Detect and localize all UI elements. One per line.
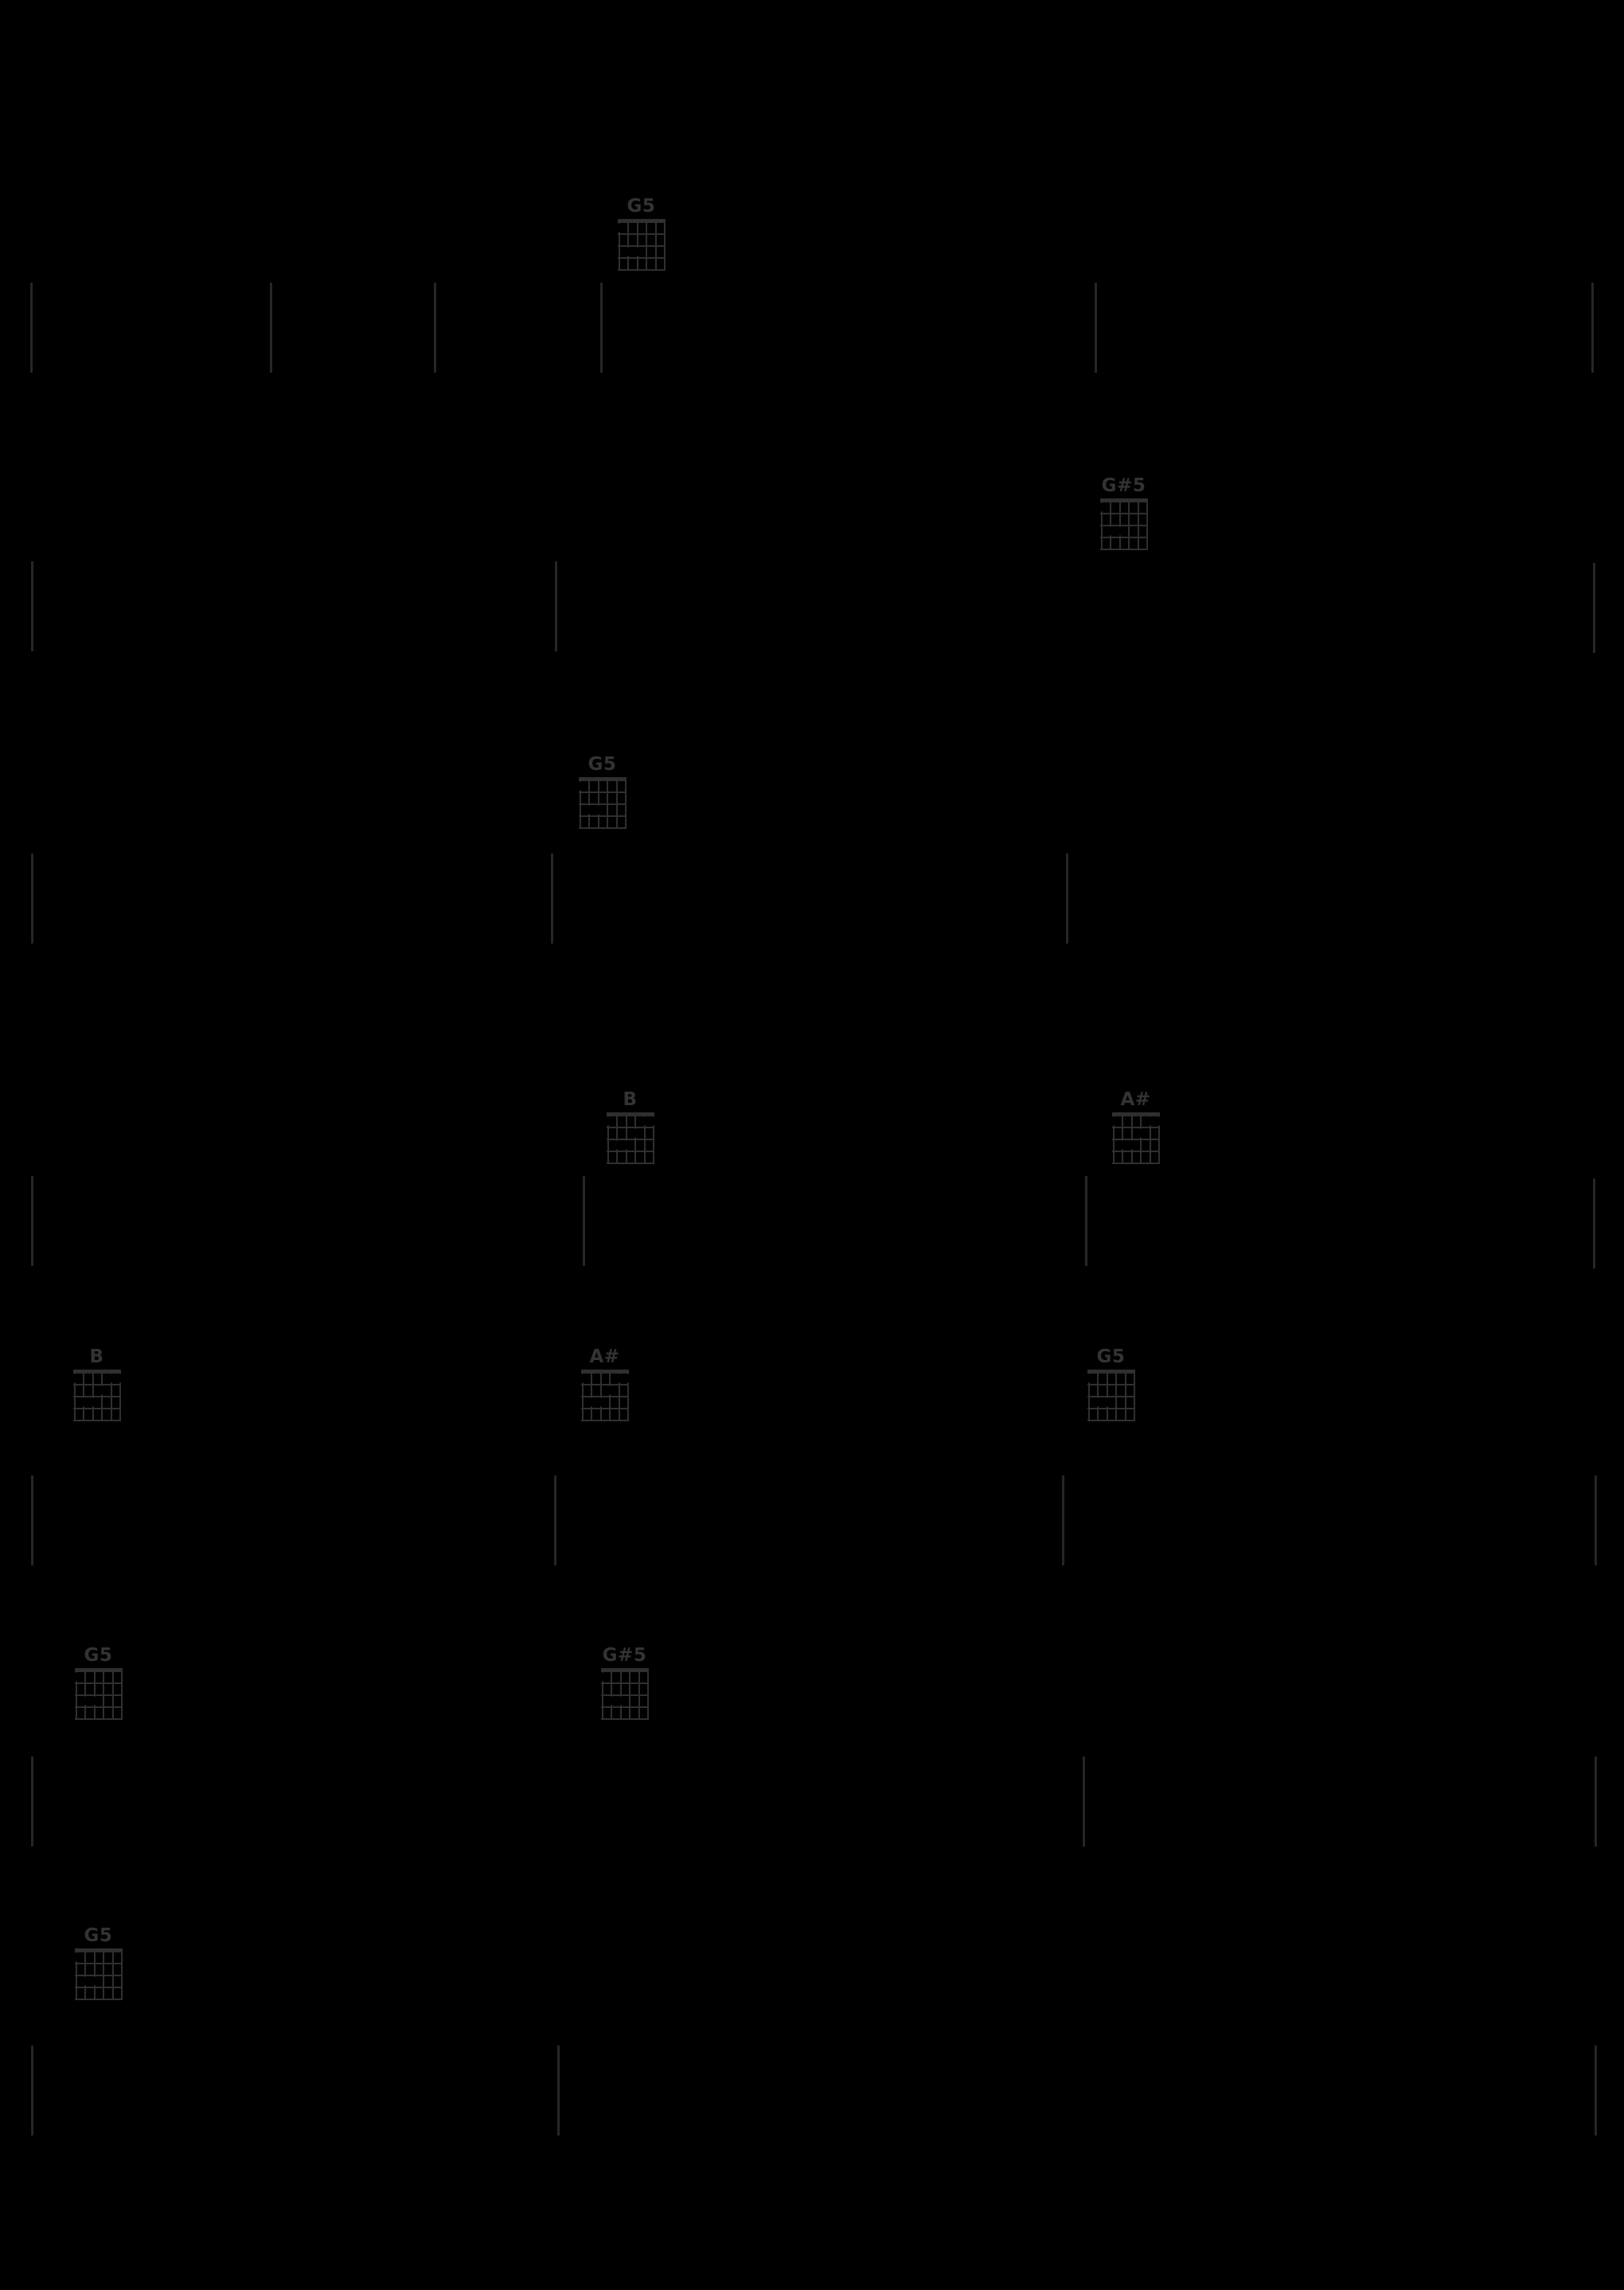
chord-name-label: B xyxy=(89,1346,104,1367)
fretboard-grid xyxy=(1101,501,1146,549)
finger-dot xyxy=(81,1697,90,1706)
fret-line xyxy=(579,815,627,817)
fret-line xyxy=(75,1706,123,1708)
nut-line xyxy=(1087,1370,1135,1374)
fret-line xyxy=(1100,525,1148,526)
chord-diagram xyxy=(76,1925,121,1999)
fretboard-grid xyxy=(76,1951,121,1999)
nut-line xyxy=(73,1370,121,1374)
fret-line xyxy=(75,1718,123,1720)
nut-line xyxy=(581,1370,629,1374)
fret-line xyxy=(1112,1163,1160,1164)
chord-diagram xyxy=(74,1346,119,1420)
finger-dot xyxy=(607,1697,616,1706)
fret-line xyxy=(618,269,666,271)
fretboard-grid xyxy=(580,780,625,827)
finger-dot xyxy=(599,1673,607,1682)
finger-dot xyxy=(1128,1141,1137,1150)
finger-dot xyxy=(588,1398,596,1407)
finger-dot xyxy=(623,1141,631,1150)
finger-dot xyxy=(1118,1141,1127,1150)
fret-line xyxy=(73,1384,121,1385)
fret-line xyxy=(581,1408,629,1409)
fret-line xyxy=(607,1163,654,1164)
finger-dot xyxy=(579,1374,588,1383)
finger-dot xyxy=(89,1398,98,1407)
fret-line xyxy=(1100,549,1148,550)
fret-line xyxy=(618,233,666,235)
fret-line xyxy=(73,1408,121,1409)
finger-dot xyxy=(1146,1117,1155,1126)
finger-dot xyxy=(597,1398,606,1407)
fret-line xyxy=(73,1396,121,1397)
finger-dot xyxy=(1103,1398,1112,1407)
fretboard-grid xyxy=(607,1115,653,1163)
finger-dot xyxy=(107,1374,116,1383)
finger-dot xyxy=(98,1386,107,1395)
nut-line xyxy=(1100,498,1148,502)
fret-line xyxy=(75,1975,123,1976)
finger-dot xyxy=(606,1386,615,1395)
finger-dot xyxy=(641,1117,650,1126)
fret-line xyxy=(1087,1396,1135,1397)
chord-diagram xyxy=(76,1645,121,1718)
fretboard-grid xyxy=(619,221,664,269)
fret-line xyxy=(601,1718,649,1720)
fretboard-grid xyxy=(602,1671,647,1718)
fretboard-grid xyxy=(1113,1115,1158,1163)
finger-dot xyxy=(1094,1398,1103,1407)
fretboard-grid xyxy=(76,1671,121,1718)
finger-dot xyxy=(1110,1117,1118,1126)
finger-dot xyxy=(81,1977,90,1986)
finger-dot xyxy=(80,1398,88,1407)
chord-diagram xyxy=(619,196,664,269)
finger-dot xyxy=(631,1129,640,1138)
chord-name-label: G5 xyxy=(1096,1346,1126,1367)
chord-diagram xyxy=(580,754,625,827)
fret-line xyxy=(581,1396,629,1397)
fret-line xyxy=(75,1963,123,1964)
finger-dot xyxy=(1085,1374,1094,1383)
fret-line xyxy=(607,1151,654,1152)
finger-dot xyxy=(615,1374,624,1383)
finger-dot xyxy=(617,1697,626,1706)
chord-name-label: G5 xyxy=(588,754,617,775)
chord-name-label: B xyxy=(623,1089,638,1110)
fretboard-grid xyxy=(582,1372,627,1420)
fret-line xyxy=(579,791,627,793)
finger-dot xyxy=(1137,1129,1146,1138)
fret-line xyxy=(618,245,666,247)
nut-line xyxy=(618,219,666,223)
finger-dot xyxy=(91,1697,100,1706)
finger-dot xyxy=(576,782,585,791)
chord-diagram xyxy=(1088,1346,1134,1420)
finger-dot xyxy=(1116,527,1125,536)
fret-line xyxy=(75,1694,123,1696)
chord-diagram xyxy=(1113,1089,1158,1163)
fret-line xyxy=(581,1384,629,1385)
fret-line xyxy=(601,1682,649,1684)
finger-dot xyxy=(1107,527,1115,536)
fret-line xyxy=(73,1420,121,1421)
finger-dot xyxy=(116,1374,125,1383)
fret-line xyxy=(1112,1139,1160,1140)
fret-line xyxy=(579,803,627,805)
nut-line xyxy=(1112,1112,1160,1116)
finger-dot xyxy=(72,1953,81,1962)
fret-line xyxy=(75,1999,123,2000)
fret-line xyxy=(1087,1420,1135,1421)
finger-dot xyxy=(1098,503,1107,512)
fret-line xyxy=(601,1694,649,1696)
fret-line xyxy=(75,1987,123,1988)
chord-name-label: G#5 xyxy=(602,1645,647,1666)
fret-line xyxy=(1100,513,1148,514)
fret-line xyxy=(601,1706,649,1708)
fret-line xyxy=(607,1127,654,1128)
nut-line xyxy=(579,777,627,781)
chord-name-label: G5 xyxy=(84,1645,113,1666)
nut-line xyxy=(607,1112,654,1116)
fret-line xyxy=(1112,1127,1160,1128)
nut-line xyxy=(75,1668,123,1672)
chord-diagram xyxy=(607,1089,653,1163)
fret-line xyxy=(1100,537,1148,538)
chord-name-label: A# xyxy=(1120,1089,1151,1110)
finger-dot xyxy=(72,1673,81,1682)
chord-name-label: A# xyxy=(589,1346,620,1367)
fret-line xyxy=(1112,1151,1160,1152)
fret-line xyxy=(581,1420,629,1421)
fret-line xyxy=(579,827,627,829)
finger-dot xyxy=(624,1374,633,1383)
fret-line xyxy=(75,1682,123,1684)
fret-line xyxy=(618,257,666,259)
chord-diagram xyxy=(602,1645,647,1718)
chord-name-label: G5 xyxy=(84,1925,113,1946)
finger-dot xyxy=(1155,1117,1164,1126)
finger-dot xyxy=(71,1374,80,1383)
finger-dot xyxy=(604,1117,613,1126)
fret-line xyxy=(607,1139,654,1140)
chord-diagram xyxy=(582,1346,627,1420)
chord-name-label: G#5 xyxy=(1101,475,1146,496)
fret-line xyxy=(1087,1384,1135,1385)
finger-dot xyxy=(595,806,603,815)
fret-line xyxy=(1087,1408,1135,1409)
fretboard-grid xyxy=(74,1372,119,1420)
finger-dot xyxy=(613,1141,622,1150)
fretboard-grid xyxy=(1088,1372,1134,1420)
finger-dot xyxy=(624,248,633,256)
finger-dot xyxy=(585,806,594,815)
finger-dot xyxy=(91,1977,100,1986)
finger-dot xyxy=(634,248,642,256)
chord-name-label: G5 xyxy=(627,196,656,217)
finger-dot xyxy=(650,1117,658,1126)
nut-line xyxy=(75,1948,123,1952)
finger-dot xyxy=(615,224,624,233)
chord-diagram xyxy=(1101,475,1146,549)
nut-line xyxy=(601,1668,649,1672)
